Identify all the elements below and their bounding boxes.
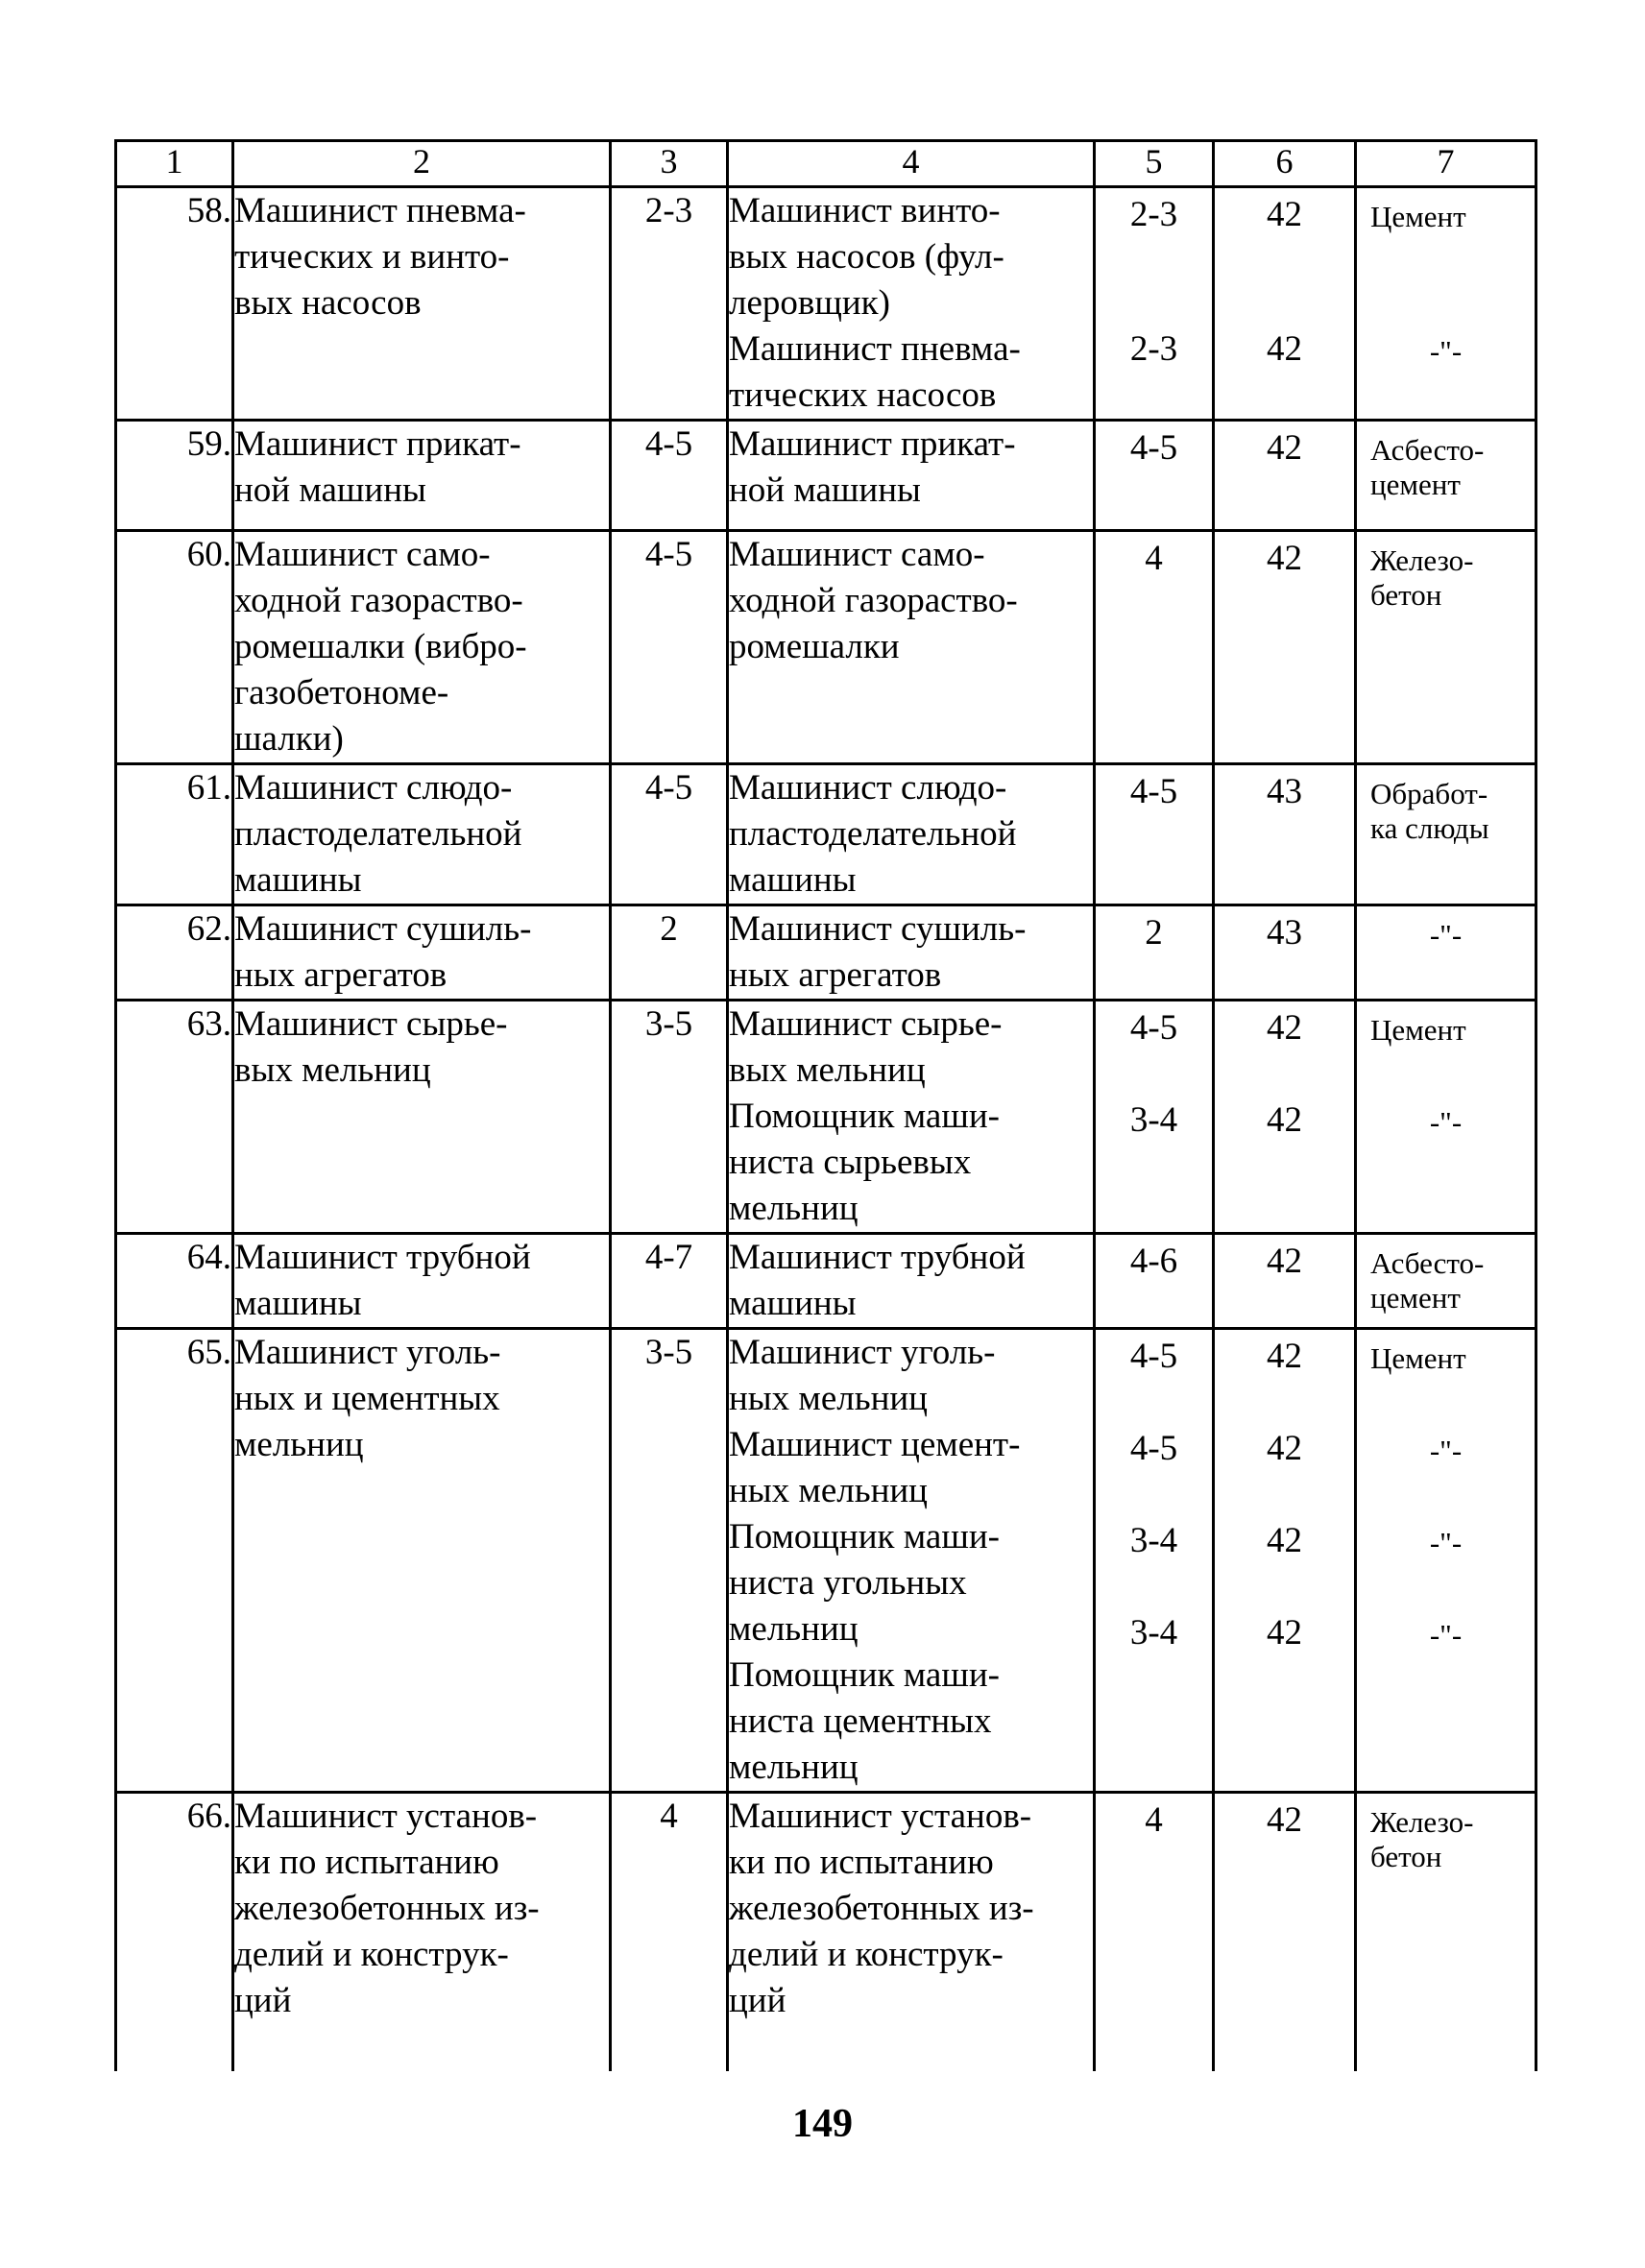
entry-industries [1356, 421, 1536, 531]
entry-name-line: тических насосов [729, 375, 997, 415]
row-number: 61. [116, 764, 233, 905]
table-row [116, 905, 1536, 1001]
profession-name [233, 905, 611, 1001]
profession-line: ной машины [234, 470, 426, 510]
entry-name [729, 765, 1093, 904]
industry-line: цемент [1370, 1281, 1461, 1315]
entry-name-line: ниста сырьевых [729, 1143, 972, 1182]
entry-grades [1095, 531, 1214, 764]
grade-range: 2 [611, 905, 728, 1001]
entry-name-line: ных мельниц [729, 1379, 928, 1418]
table-header-row [116, 141, 1536, 187]
entry-name-line: Машинист слюдо- [729, 768, 1007, 808]
entry-industry [1370, 200, 1529, 234]
profession-name [233, 421, 611, 531]
profession-line: Машинист сырье- [234, 1004, 508, 1044]
entry-name [729, 1794, 1093, 2024]
profession-line: машины [234, 860, 362, 900]
entry-names [728, 1793, 1095, 2071]
grade-range: 4-5 [611, 531, 728, 764]
profession-line: ромешалки (вибро- [234, 627, 527, 666]
industry-line: Асбесто- [1370, 433, 1485, 467]
entry-ref: 42 [1267, 1100, 1302, 1140]
grade-range: 4 [611, 1793, 728, 2071]
entry-name-line: Машинист установ- [729, 1797, 1032, 1836]
profession-line: вых мельниц [234, 1050, 431, 1090]
industry-line: -"- [1429, 1526, 1463, 1559]
table-row [116, 1001, 1536, 1234]
entry-refs [1214, 1234, 1356, 1329]
profession-line: Машинист установ- [234, 1797, 538, 1836]
entry-refs [1214, 1793, 1356, 2071]
industry-line: Цемент [1370, 1013, 1466, 1047]
entry-name [729, 1422, 1093, 1514]
entry-ref: 42 [1267, 1337, 1302, 1376]
industry-line: -"- [1429, 1105, 1463, 1139]
profession-line: ций [234, 1981, 292, 2020]
profession-line: тических и винто- [234, 237, 510, 277]
column-header: 6 [1214, 141, 1356, 187]
entry-name-line: Машинист сырье- [729, 1004, 1003, 1044]
grade-range: 2-3 [611, 187, 728, 421]
entry-grade: 3-4 [1129, 1613, 1178, 1653]
profession-line: ных и цементных [234, 1379, 500, 1418]
entry-name [729, 188, 1093, 326]
profession-name [233, 1001, 611, 1234]
entry-grade: 4-5 [1129, 1337, 1178, 1376]
table-row [116, 1234, 1536, 1329]
column-header: 1 [116, 141, 233, 187]
industry-line: цемент [1370, 468, 1461, 501]
entry-name-line: пластоделательной [729, 814, 1017, 854]
entry-grades [1095, 764, 1214, 905]
entry-grade: 3-4 [1129, 1521, 1178, 1560]
entry-industries [1356, 187, 1536, 421]
entry-industry [1370, 777, 1529, 846]
profession-name [233, 187, 611, 421]
entry-names [728, 1234, 1095, 1329]
entry-name-line: железобетонных из- [729, 1889, 1034, 1928]
profession-line: Машинист пневма- [234, 191, 526, 230]
profession-name [233, 764, 611, 905]
profession-line: вых насосов [234, 283, 422, 323]
entry-name-line: Машинист сушиль- [729, 909, 1027, 949]
entry-ref: 43 [1267, 772, 1302, 811]
entry-ref: 42 [1267, 1800, 1302, 1840]
profession-line: железобетонных из- [234, 1889, 540, 1928]
entry-name [729, 1001, 1093, 1094]
entry-industry [1370, 1013, 1529, 1048]
entry-ref: 42 [1267, 1613, 1302, 1653]
entry-grades [1095, 1234, 1214, 1329]
entry-industries [1356, 764, 1536, 905]
column-header: 2 [233, 141, 611, 187]
row-number: 60. [116, 531, 233, 764]
profession-name [233, 1329, 611, 1793]
grade-range: 3-5 [611, 1329, 728, 1793]
entry-grade: 2-3 [1129, 195, 1178, 234]
entry-ref: 42 [1267, 329, 1302, 369]
row-number: 62. [116, 905, 233, 1001]
entry-industries [1356, 1001, 1536, 1234]
entry-name-line: ных мельниц [729, 1471, 928, 1510]
entry-industries [1356, 905, 1536, 1001]
industry-line: Цемент [1370, 200, 1466, 233]
entry-name [729, 1330, 1093, 1422]
entry-name-line: мельниц [729, 1189, 859, 1228]
industry-line: ка слюды [1370, 811, 1489, 845]
entry-grades [1095, 187, 1214, 421]
entry-name-line: Машинист прикат- [729, 424, 1016, 464]
industry-line: Железо- [1370, 543, 1474, 577]
entry-industry [1357, 1434, 1535, 1468]
entry-name-line: Помощник маши- [729, 1097, 1000, 1136]
profession-line: Машинист трубной [234, 1238, 531, 1277]
profession-line: пластоделательной [234, 814, 522, 854]
table-row [116, 1793, 1536, 2071]
industry-line: Обработ- [1370, 777, 1488, 810]
entry-name-line: Машинист трубной [729, 1238, 1026, 1277]
entry-refs [1214, 905, 1356, 1001]
entry-grades [1095, 905, 1214, 1001]
entry-grades [1095, 1001, 1214, 1234]
industry-line: Цемент [1370, 1341, 1466, 1375]
industry-line: -"- [1429, 1618, 1463, 1652]
entry-grade: 2-3 [1129, 329, 1178, 369]
entry-name-line: Машинист цемент- [729, 1425, 1021, 1464]
profession-line: Машинист прикат- [234, 424, 521, 464]
entry-names [728, 905, 1095, 1001]
entry-name-line: ниста угольных [729, 1563, 967, 1603]
entry-industry [1357, 918, 1535, 953]
industry-line: бетон [1370, 1840, 1442, 1873]
entry-grade: 4-5 [1129, 1008, 1178, 1048]
profession-line: машины [234, 1284, 362, 1323]
profession-name [233, 1793, 611, 2071]
column-header: 7 [1356, 141, 1536, 187]
entry-ref: 42 [1267, 1008, 1302, 1048]
entry-names [728, 421, 1095, 531]
entry-name-line: машины [729, 1284, 857, 1323]
entry-name-line: ций [729, 1981, 786, 2020]
entry-name [729, 906, 1093, 999]
grade-range: 4-5 [611, 421, 728, 531]
entry-grade: 4 [1145, 1800, 1163, 1840]
entry-name-line: машины [729, 860, 857, 900]
entry-names [728, 1001, 1095, 1234]
row-number: 58. [116, 187, 233, 421]
profession-line: шалки) [234, 719, 344, 759]
entry-industry [1357, 1105, 1535, 1140]
entry-industry [1357, 334, 1535, 369]
entry-refs [1214, 531, 1356, 764]
entry-grade: 3-4 [1129, 1100, 1178, 1140]
profession-line: делий и конструк- [234, 1935, 509, 1974]
entry-industry [1357, 1526, 1535, 1560]
row-number: 65. [116, 1329, 233, 1793]
entry-industries [1356, 1329, 1536, 1793]
entry-grades [1095, 1329, 1214, 1793]
entry-name-line: Машинист пневма- [729, 329, 1021, 369]
table-row [116, 421, 1536, 531]
industry-line: Железо- [1370, 1805, 1474, 1839]
entry-name-line: Машинист само- [729, 535, 985, 574]
profession-name [233, 1234, 611, 1329]
entry-name-line: ниста цементных [729, 1701, 992, 1741]
entry-name-line: вых мельниц [729, 1050, 926, 1090]
entry-name [729, 326, 1093, 419]
entry-grade: 4-6 [1129, 1242, 1178, 1281]
entry-name [729, 1514, 1093, 1653]
entry-name-line: леровщик) [729, 283, 890, 323]
entry-name [729, 1653, 1093, 1791]
profession-line: Машинист само- [234, 535, 491, 574]
row-number: 64. [116, 1234, 233, 1329]
grade-range: 3-5 [611, 1001, 728, 1234]
profession-line: газобетономе- [234, 673, 449, 712]
entry-refs [1214, 421, 1356, 531]
profession-line: Машинист слюдо- [234, 768, 513, 808]
entry-name-line: Помощник маши- [729, 1517, 1000, 1556]
entry-ref: 42 [1267, 195, 1302, 234]
entry-industries [1356, 1793, 1536, 2071]
entry-industry [1357, 1618, 1535, 1653]
entry-name [729, 422, 1093, 514]
industry-line: -"- [1429, 918, 1463, 952]
entry-name-line: Машинист винто- [729, 191, 1001, 230]
entry-name-line: Помощник маши- [729, 1655, 1000, 1695]
profession-line: Машинист сушиль- [234, 909, 532, 949]
entry-name-line: Машинист уголь- [729, 1333, 996, 1372]
professions-table [114, 139, 1537, 2071]
industry-line: бетон [1370, 578, 1442, 612]
table-row [116, 187, 1536, 421]
entry-refs [1214, 1329, 1356, 1793]
entry-names [728, 1329, 1095, 1793]
entry-name-line: мельниц [729, 1748, 859, 1787]
entry-industry [1370, 1805, 1529, 1874]
entry-name-line: ки по испытанию [729, 1843, 994, 1882]
table-row [116, 1329, 1536, 1793]
entry-grade: 4-5 [1129, 772, 1178, 811]
entry-industry [1370, 1246, 1529, 1315]
entry-refs [1214, 1001, 1356, 1234]
entry-name-line: ромешалки [729, 627, 900, 666]
entry-grade: 4 [1145, 539, 1163, 578]
row-number: 66. [116, 1793, 233, 2071]
entry-name-line: ной машины [729, 470, 921, 510]
profession-name [233, 531, 611, 764]
table-body [116, 141, 1536, 2071]
entry-names [728, 531, 1095, 764]
column-header: 3 [611, 141, 728, 187]
entry-ref: 42 [1267, 1521, 1302, 1560]
entry-refs [1214, 187, 1356, 421]
entry-industries [1356, 1234, 1536, 1329]
entry-grades [1095, 421, 1214, 531]
entry-name [729, 1094, 1093, 1232]
table-row [116, 764, 1536, 905]
profession-line: мельниц [234, 1425, 364, 1464]
industry-line: -"- [1429, 334, 1463, 368]
entry-grade: 2 [1145, 913, 1163, 953]
entry-name-line: вых насосов (фул- [729, 237, 1004, 277]
entry-industry [1370, 543, 1529, 613]
entry-name-line: ходной газораство- [729, 581, 1018, 620]
entry-refs [1214, 764, 1356, 905]
entry-name [729, 532, 1093, 670]
entry-ref: 42 [1267, 428, 1302, 468]
entry-grade: 4-5 [1129, 1429, 1178, 1468]
page-number: 149 [792, 2102, 853, 2146]
entry-name-line: делий и конструк- [729, 1935, 1004, 1974]
entry-name-line: мельниц [729, 1609, 859, 1649]
entry-ref: 43 [1267, 913, 1302, 953]
entry-names [728, 187, 1095, 421]
profession-line: Машинист уголь- [234, 1333, 501, 1372]
entry-industry [1370, 433, 1529, 502]
industry-line: -"- [1429, 1434, 1463, 1467]
row-number: 63. [116, 1001, 233, 1234]
entry-names [728, 764, 1095, 905]
profession-line: ки по испытанию [234, 1843, 499, 1882]
column-header: 5 [1095, 141, 1214, 187]
row-number: 59. [116, 421, 233, 531]
profession-line: ных агрегатов [234, 955, 448, 995]
entry-grades [1095, 1793, 1214, 2071]
industry-line: Асбесто- [1370, 1246, 1485, 1280]
grade-range: 4-7 [611, 1234, 728, 1329]
profession-line: ходной газораство- [234, 581, 523, 620]
grade-range: 4-5 [611, 764, 728, 905]
column-header: 4 [728, 141, 1095, 187]
entry-ref: 42 [1267, 1429, 1302, 1468]
entry-ref: 42 [1267, 1242, 1302, 1281]
entry-industries [1356, 531, 1536, 764]
entry-name-line: ных агрегатов [729, 955, 942, 995]
table-row [116, 531, 1536, 764]
entry-industry [1370, 1341, 1529, 1376]
entry-grade: 4-5 [1129, 428, 1178, 468]
entry-ref: 42 [1267, 539, 1302, 578]
entry-name [729, 1235, 1093, 1327]
